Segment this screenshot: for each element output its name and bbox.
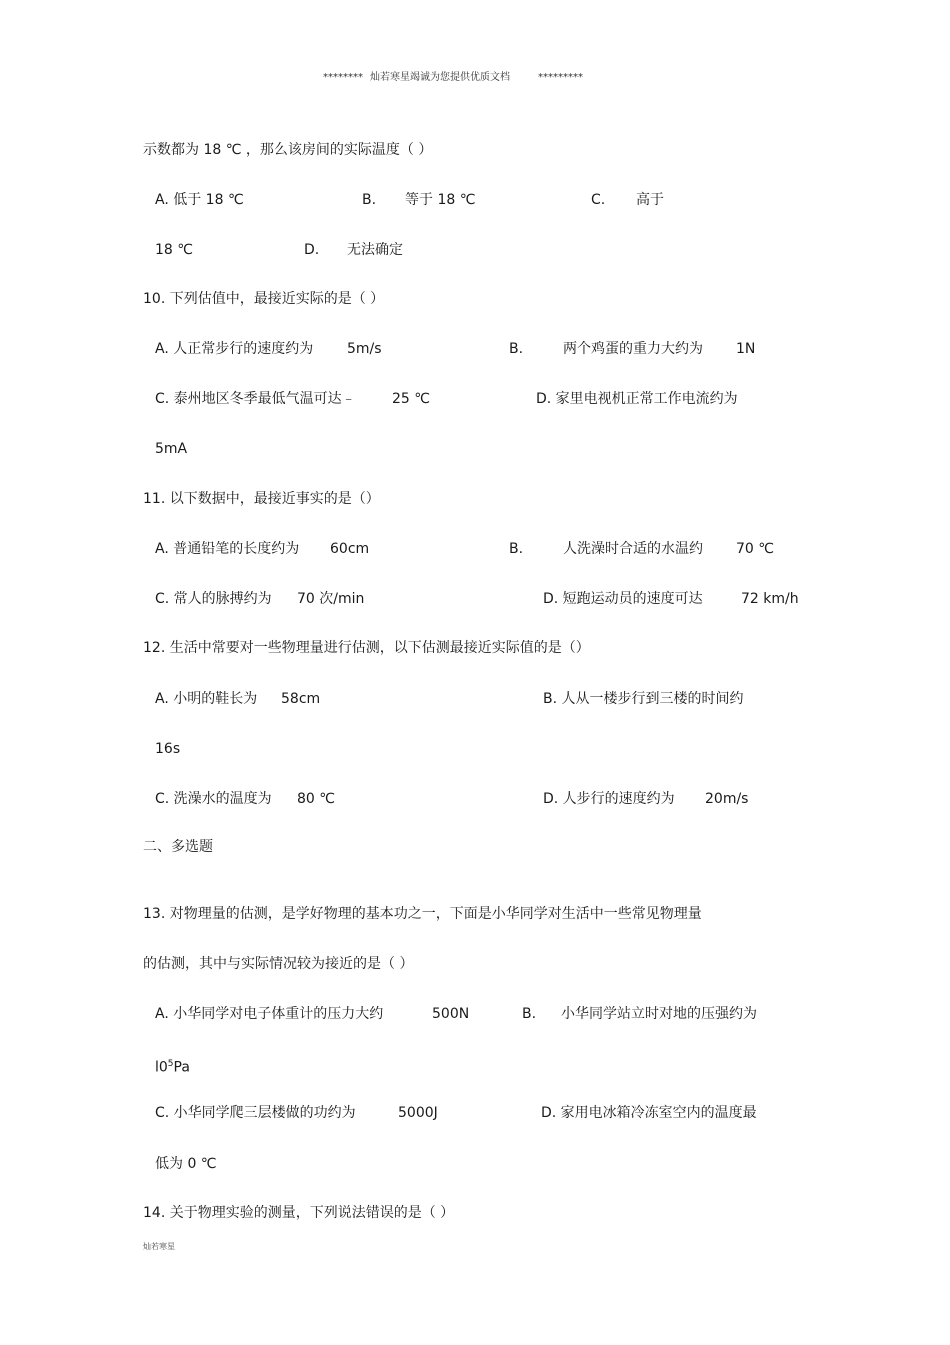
footer-text: 灿若寒星: [143, 1242, 175, 1251]
q13-option-d-cont: 低为 0 ℃: [155, 1156, 217, 1172]
q9-option-d-letter: D.: [304, 242, 320, 258]
q10-option-a-value: 5m/s: [347, 341, 382, 357]
q13-option-b-base: l0: [155, 1059, 168, 1076]
q9-stem: 示数都为 18 ℃ ，那么该房间的实际温度（ ）: [143, 142, 433, 158]
q13-stem-line2: 的估测，其中与实际情况较为接近的是（ ）: [143, 956, 414, 972]
header-stars-left: ********: [323, 72, 363, 83]
q10-option-b-value: 1N: [736, 341, 756, 357]
q12-option-c-value: 80 ℃: [297, 791, 335, 807]
section-title-multiple-choice: 二、多选题: [143, 839, 213, 855]
q12-option-b-cont: 16s: [155, 741, 181, 757]
q9-option-c-cont: 18 ℃: [155, 242, 193, 258]
header-title: 灿若寒星竭诚为您提供优质文档: [370, 72, 510, 83]
q11-option-d-value: 72 km/h: [741, 591, 799, 607]
q10-stem: 10. 下列估值中，最接近实际的是（ ）: [143, 291, 385, 307]
q11-option-b-text: 人洗澡时合适的水温约: [563, 541, 703, 557]
q13-option-c-text: C. 小华同学爬三层楼做的功约为: [155, 1105, 356, 1121]
q9-option-c-letter: C.: [591, 192, 606, 208]
q10-option-d-text: D. 家里电视机正常工作电流约为: [536, 391, 738, 407]
q13-option-d-text: D. 家用电冰箱冷冻室空内的温度最: [541, 1105, 757, 1121]
q11-option-b-letter: B.: [509, 541, 524, 557]
q13-option-b-letter: B.: [522, 1006, 537, 1022]
header-stars-right: *********: [538, 72, 583, 83]
q10-option-b-letter: B.: [509, 341, 524, 357]
q10-option-d-cont: 5mA: [155, 441, 188, 457]
q12-option-a-text: A. 小明的鞋长为: [155, 691, 258, 707]
q10-option-a-text: A. 人正常步行的速度约为: [155, 341, 314, 357]
q10-option-c-text: C. 泰州地区冬季最低气温可达﹣: [155, 391, 356, 407]
q9-option-b-letter: B.: [362, 192, 377, 208]
q12-option-c-text: C. 洗澡水的温度为: [155, 791, 272, 807]
q11-option-d-text: D. 短跑运动员的速度可达: [543, 591, 703, 607]
q12-option-a-value: 58cm: [281, 691, 321, 707]
q9-option-b-text: 等于 18 ℃: [405, 192, 476, 208]
q11-option-b-value: 70 ℃: [736, 541, 774, 557]
q13-option-a-text: A. 小华同学对电子体重计的压力大约: [155, 1006, 384, 1022]
q9-option-c-text: 高于: [636, 192, 664, 208]
q13-option-b-cont: [155, 1055, 190, 1077]
q12-option-d-value: 20m/s: [705, 791, 749, 807]
q9-option-a: A. 低于 18 ℃: [155, 192, 244, 208]
q10-option-b-text: 两个鸡蛋的重力大约为: [563, 341, 703, 357]
q13-option-a-value: 500N: [432, 1006, 470, 1022]
q13-option-b-exponent: 5: [167, 1059, 174, 1069]
q13-stem-line1: 13. 对物理量的估测，是学好物理的基本功之一，下面是小华同学对生活中一些常见物理量: [143, 906, 702, 922]
q12-stem: 12. 生活中常要对一些物理量进行估测，以下估测最接近实际值的是（）: [143, 640, 590, 656]
q11-option-c-value: 70 次/min: [297, 591, 365, 607]
q12-option-d-text: D. 人步行的速度约为: [543, 791, 675, 807]
q14-stem: 14. 关于物理实验的测量，下列说法错误的是（ ）: [143, 1205, 455, 1221]
q13-option-c-value: 5000J: [398, 1105, 438, 1121]
q11-option-a-text: A. 普通铅笔的长度约为: [155, 541, 300, 557]
q11-stem: 11. 以下数据中，最接近事实的是（）: [143, 491, 380, 507]
q11-option-c-text: C. 常人的脉搏约为: [155, 591, 272, 607]
q13-option-b-text: 小华同学站立时对地的压强约为: [561, 1006, 757, 1022]
q13-option-b-unit: Pa: [173, 1059, 190, 1076]
q12-option-b-text: B. 人从一楼步行到三楼的时间约: [543, 691, 744, 707]
q10-option-c-value: 25 ℃: [392, 391, 430, 407]
q11-option-a-value: 60cm: [330, 541, 370, 557]
q9-option-d-text: 无法确定: [347, 242, 403, 258]
